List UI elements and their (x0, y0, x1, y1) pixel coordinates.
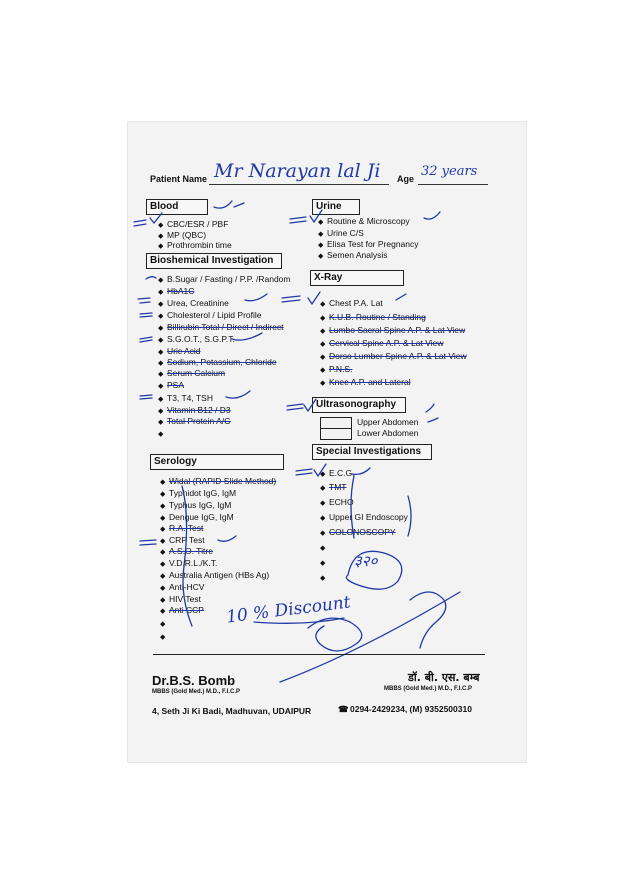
list-item: ◆ Cervical Spine A.P. & Lat View (320, 338, 444, 348)
list-item: ◆ Widal (RAPID Slide Method) (160, 476, 277, 486)
list-item: ◆ P.N.S. (320, 364, 353, 374)
section-urine-title: Urine (312, 199, 360, 215)
section-blood-title: Blood (146, 199, 208, 215)
list-item: ◆ Semen Analysis (318, 250, 388, 260)
list-item: ◆ (320, 560, 326, 567)
list-item: ◆ (320, 575, 326, 582)
list-item: ◆ MP (QBC) (158, 230, 207, 240)
stamp-amount: ३२० (354, 552, 378, 570)
clinic-address: 4, Seth Ji Ki Badi, Madhuvan, UDAIPUR (152, 706, 312, 716)
doctor-name-en: Dr.B.S. Bomb (152, 673, 236, 688)
list-item: ◆ B.Sugar / Fasting / P.P. /Random (158, 274, 291, 284)
list-item: ◆ Uric Acid (158, 346, 201, 356)
list-item: ◆ Urea, Creatinine (158, 298, 229, 308)
list-item: ◆ Upper GI Endoscopy (320, 512, 408, 522)
doctor-name-hi: डॉ. बी. एस. बम्ब (408, 671, 480, 684)
list-item: ◆ Typhidot IgG, IgM (160, 488, 237, 498)
list-item: ◆ R.A. Test (160, 523, 204, 533)
list-item: ◆ (320, 545, 326, 552)
patient-name-value: Mr Narayan lal Ji (214, 160, 381, 182)
list-item: ◆ PSA (158, 380, 185, 390)
list-item: ◆ Dorso Lumber Spine A.P. & Lat View (320, 351, 467, 361)
list-item: ◆ Knee A.P. and Lateral (320, 377, 411, 387)
footer-rule (153, 654, 485, 655)
doctor-qual-hi: MBBS (Gold Med.) M.D., F.I.C.P (384, 686, 472, 692)
list-item: ◆ Dengue IgG, IgM (160, 512, 234, 522)
list-item: ◆ Total Protein A/G (158, 416, 231, 426)
list-item: ◆ Elisa Test for Pregnancy (318, 239, 419, 249)
list-item: ◆ T3, T4, TSH (158, 393, 213, 403)
list-item: ◆ Prothrombin time (158, 240, 232, 250)
list-item: ◆ (158, 431, 164, 438)
list-item: ◆ Vitamin B12 / D3 (158, 405, 231, 415)
list-item: ◆ (160, 634, 166, 641)
list-item: Upper Abdomen (357, 417, 419, 427)
list-item: ◆ TMT (320, 482, 347, 492)
section-special-title: Special Investigations (312, 444, 432, 460)
list-item: ◆ Urine C/S (318, 228, 364, 238)
age-label: Age (397, 174, 415, 184)
list-item: ◆ Anti-HCV (160, 582, 205, 592)
list-item: ◆ Lumbo Sacral Spine A.P. & Lat View (320, 325, 466, 335)
list-item: ◆ CBC/ESR / PBF (158, 219, 229, 229)
list-item: ◆ HIV Test (160, 594, 201, 604)
list-item: ◆ Billirubin Total / Direct / Indirect (158, 322, 284, 332)
list-item: ◆ ECHO (320, 497, 354, 507)
list-item: ◆ Australia Antigen (HBs Ag) (160, 570, 270, 580)
list-item: ◆ CRP Test (160, 535, 205, 545)
list-item: ◆ Serum Calcium (158, 368, 226, 378)
list-item: ◆ Chest P.A. Lat (320, 298, 383, 308)
age-value: 32 years (421, 164, 478, 179)
section-ultrasonography-title: Ultrasonography (312, 397, 406, 413)
list-item: ◆ Typhus IgG, IgM (160, 500, 232, 510)
list-item: ◆ A.S.O. Titre (160, 546, 213, 556)
list-item: ◆ E.C.G. (320, 468, 355, 478)
list-item: ◆ V.D.R.L./K.T. (160, 558, 218, 568)
section-biochemical-title: Bioshemical Investigation (146, 253, 282, 269)
list-item: ◆ Routine & Microscopy (318, 216, 410, 226)
list-item: ◆ Anti CCP (160, 605, 204, 615)
list-item: Lower Abdomen (357, 428, 419, 438)
list-item: ◆ (160, 621, 166, 628)
section-xray-title: X-Ray (310, 270, 404, 286)
list-item: ◆ Cholesterol / Lipid Profile (158, 310, 262, 320)
list-item: ◆ S.G.O.T., S.G.P.T. (158, 334, 235, 344)
list-item: ◆ COLONOSCOPY (320, 527, 396, 537)
list-item: ◆ HbA1C (158, 286, 195, 296)
list-item: ◆ K.U.B. Routine / Standing (320, 312, 426, 322)
discount-note: 10 % Discount (225, 592, 352, 628)
section-serology-title: Serology (150, 454, 284, 470)
list-item: ◆ Sodium, Potassium, Chloride (158, 357, 277, 367)
phone-icon: ☎ (338, 704, 349, 714)
doctor-qual-en: MBBS (Gold Med.) M.D., F.I.C.P (152, 689, 240, 695)
clinic-phone: 0294-2429234, (M) 9352500310 (350, 704, 472, 714)
patient-name-label: Patient Name (150, 174, 208, 184)
